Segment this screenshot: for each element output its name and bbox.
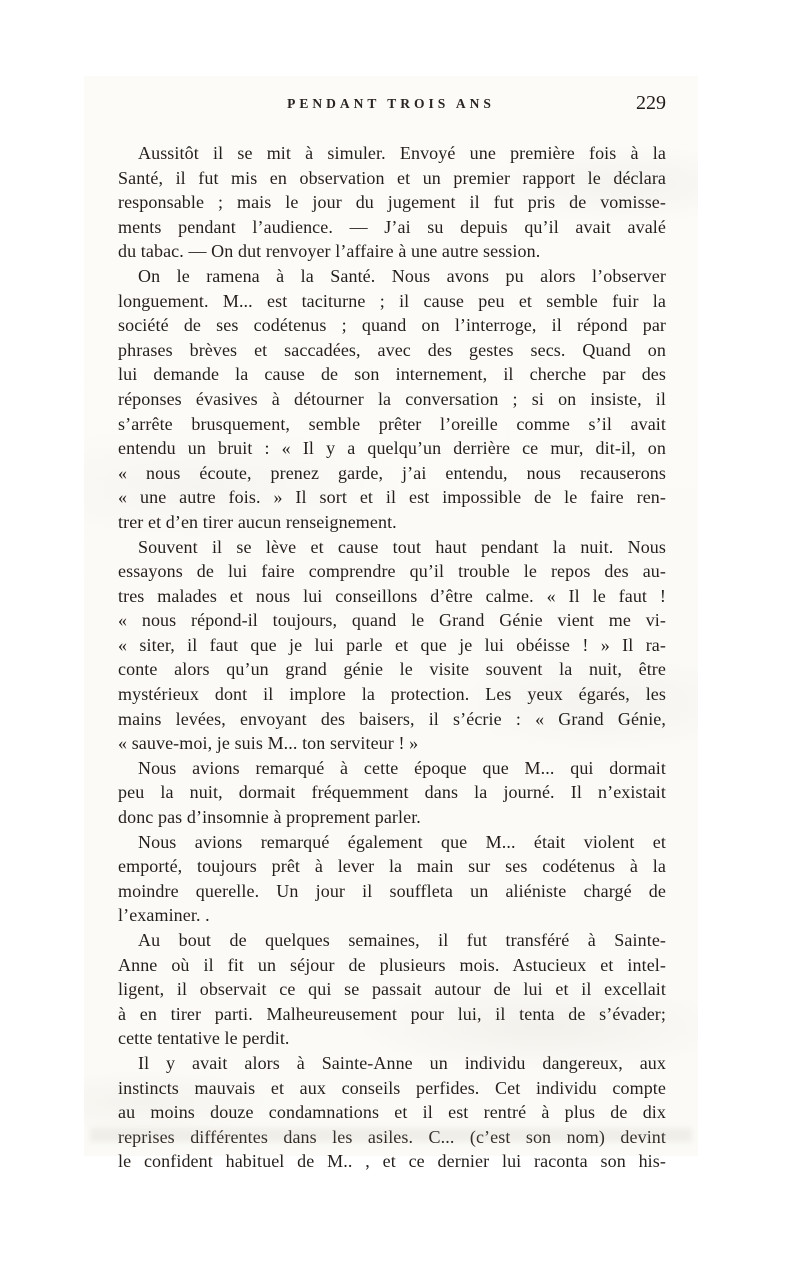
text-line: Anne où il fit un séjour de plusieurs mois. Astucieux et intel- xyxy=(118,954,666,975)
text-line: « nous répond-il toujours, quand le Grand Génie vient me vi- xyxy=(118,610,666,631)
text-line: « sauve-moi, je suis M... ton serviteur ! » xyxy=(118,733,419,754)
text-line: société de ses codétenus ; quand on l’interroge, il répond par xyxy=(118,315,666,336)
text-line: lui demande la cause de son internement, il cherche par des xyxy=(118,364,666,385)
running-title: PENDANT TROIS ANS xyxy=(287,96,495,111)
text-line: reprises différentes dans les asiles. C... (c’est son nom) devint xyxy=(118,1126,666,1147)
text-line: « une autre fois. » Il sort et il est impossible de le faire ren- xyxy=(118,487,666,508)
text-line: ments pendant l’audience. — J’ai su depuis qu’il avait avalé xyxy=(118,216,666,237)
text-line: cette tentative le perdit. xyxy=(118,1028,290,1049)
text-line: mystérieux dont il implore la protection. Les yeux égarés, les xyxy=(118,684,666,705)
text-line: longuement. M... est taciturne ; il cause peu et semble fuir la xyxy=(118,290,666,311)
text-line: donc pas d’insomnie à proprement parler. xyxy=(118,807,421,828)
text-line: entendu un bruit : « Il y a quelqu’un derrière ce mur, dit-il, on xyxy=(118,438,666,459)
text-line: essayons de lui faire comprendre qu’il trouble le repos des au- xyxy=(118,561,666,582)
text-line: du tabac. — On dut renvoyer l’affaire à une autre session. xyxy=(118,241,541,262)
text-line: l’examiner. . xyxy=(118,905,210,926)
text-line: à en tirer parti. Malheureusement pour lui, il tenta de s’évader; xyxy=(118,1003,666,1024)
text-line: le confident habituel de M.. , et ce dernier lui raconta son his- xyxy=(118,1151,666,1172)
text-line: « nous écoute, prenez garde, j’ai entendu, nous recauserons xyxy=(118,462,666,483)
text-line: emporté, toujours prêt à lever la main sur ses codétenus à la xyxy=(118,856,666,877)
text-line: Nous avions remarqué à cette époque que M... qui dormait xyxy=(138,757,666,778)
page-number: 229 xyxy=(636,92,666,114)
text-line: Nous avions remarqué également que M... était violent et xyxy=(138,831,666,852)
text-line: instincts mauvais et aux conseils perfides. Cet individu compte xyxy=(118,1077,666,1098)
text-line: s’arrête brusquement, semble prêter l’oreille comme s’il avait xyxy=(118,413,666,434)
text-line: Souvent il se lève et cause tout haut pendant la nuit. Nous xyxy=(138,536,666,557)
text-line: « siter, il faut que je lui parle et que je lui obéisse ! » Il ra- xyxy=(118,634,666,655)
page-header xyxy=(84,92,698,122)
text-line: Santé, il fut mis en observation et un premier rapport le déclara xyxy=(118,167,666,188)
text-line: Il y avait alors à Sainte-Anne un individu dangereux, aux xyxy=(138,1052,666,1073)
page-scan-area xyxy=(84,76,698,1172)
text-line: phrases brèves et saccadées, avec des gestes secs. Quand on xyxy=(118,339,666,360)
text-block xyxy=(118,141,666,1174)
text-line: On le ramena à la Santé. Nous avons pu alors l’observer xyxy=(138,265,666,286)
text-line: tres malades et nous lui conseillons d’être calme. « Il le faut ! xyxy=(118,585,666,606)
text-line: peu la nuit, dormait fréquemment dans la journé. Il n’existait xyxy=(118,782,666,803)
text-line: au moins douze condamnations et il est rentré à plus de dix xyxy=(118,1102,666,1123)
text-line: moindre querelle. Un jour il souffleta un aliéniste chargé de xyxy=(118,880,666,901)
text-line: conte alors qu’un grand génie le visite souvent la nuit, être xyxy=(118,659,666,680)
text-line: mains levées, envoyant des baisers, il s’écrie : « Grand Génie, xyxy=(118,708,666,729)
text-line: Au bout de quelques semaines, il fut transféré à Sainte- xyxy=(138,930,666,950)
text-line: Aussitôt il se mit à simuler. Envoyé une première fois à la xyxy=(138,143,666,163)
text-line: responsable ; mais le jour du jugement il fut pris de vomisse- xyxy=(118,192,666,213)
text-line: réponses évasives à détourner la conversation ; si on insiste, il xyxy=(118,388,666,409)
text-line: trer et d’en tirer aucun renseignement. xyxy=(118,511,397,532)
text-line: ligent, il observait ce qui se passait autour de lui et il excellait xyxy=(118,979,666,1000)
